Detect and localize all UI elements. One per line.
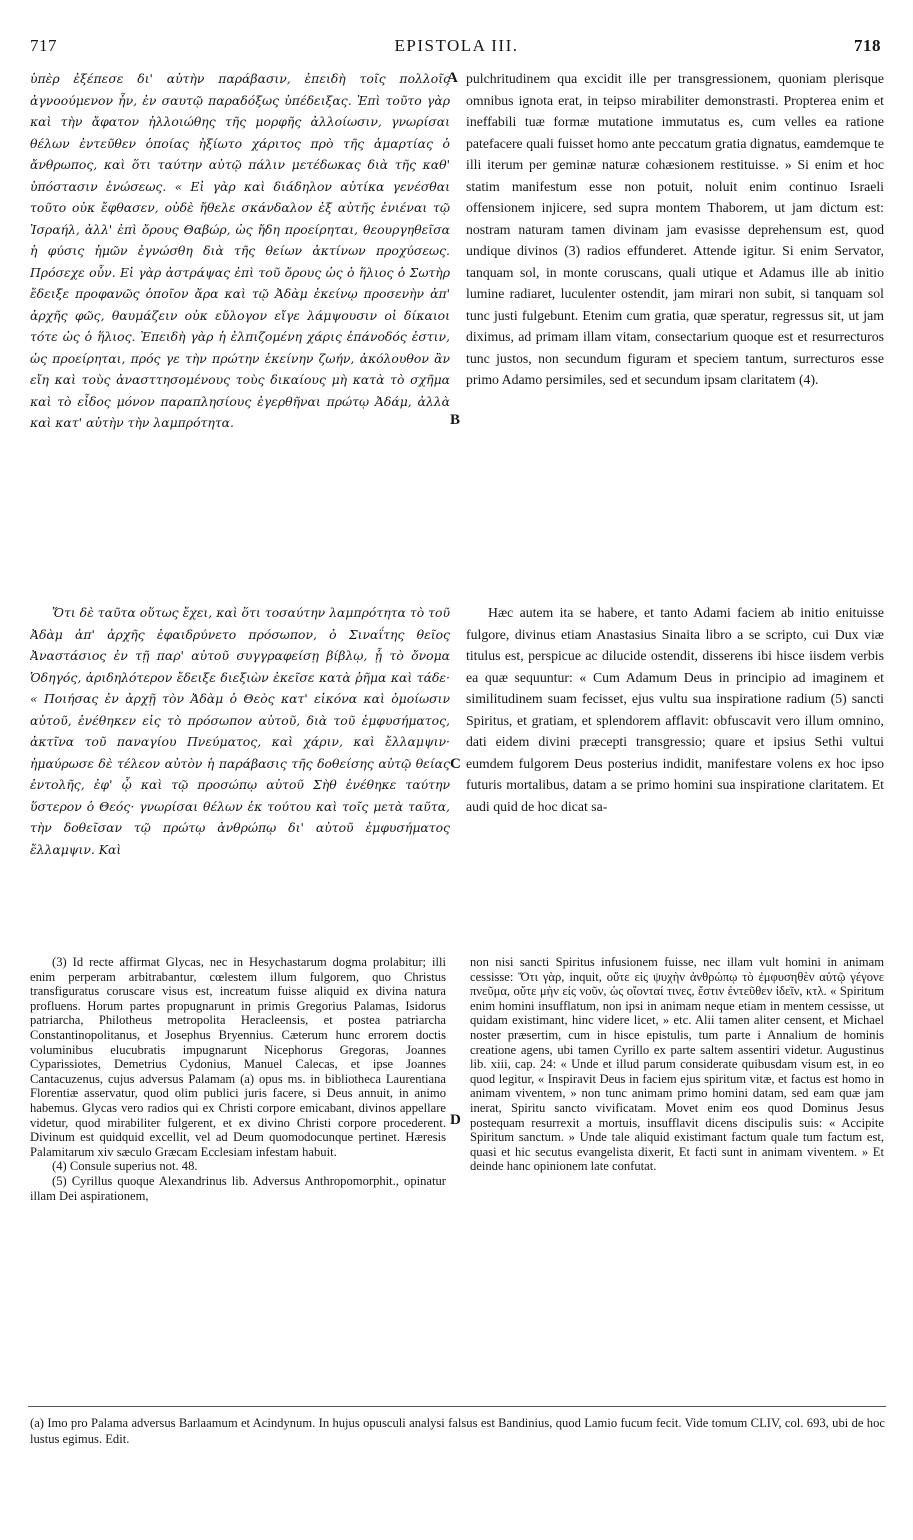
- greek-paragraph-1: ὑπὲρ ἐξέπεσε δι' αὐτὴν παράβασιν, ἐπειδὴ τοῖς πολλοῖς ἀγνοούμενον ἦν, ἐν σαυτῷ παραδόξως ὑπέδειξας. Ἐπὶ τοῦτο γὰρ καὶ τὴν ἄφατον ἠλλοιώθης τῆς μορφῆς ἀλλοίωσιν, γνωρίσαι θέλων ἐντεῦθεν ὁποίας ἠξίωτο χάριτος πρὸ τῆς ἁμαρτίας ὁ ἄνθρωπος, καὶ ὅτι ταύτην αὐτῷ πάλιν μετέδωκας διὰ τῆς καθ' ὑπόστασιν ἑνώσεως. « Εἰ γὰρ καὶ διάδηλον αὐτίκα γενέσθαι τοῦτο οὐκ ἔφθασεν, οὐδὲ ἤθελε σκάνδαλον ἐξ αὐτῆς ἐνιέναι τῷ Ἰσραήλ, ἀλλ' ἐπὶ ὄρους Θαβώρ, ὡς ἤδη προείρηται, θεουργηθεῖσα ἡ φύσις ἡμῶν ἐγνώσθη διὰ τῆς θείων ἀκτίνων προχύσεως. Πρόσεχε οὖν. Εἰ γὰρ ἀστράψας ἐπὶ τοῦ ὄρους ὡς ὁ ἥλιος ὁ Σωτὴρ ἔδειξε προφανῶς ὁποῖον ἄρα καὶ τῷ Ἀδὰμ ἐκείνῳ προσενὴν ἀπ' ἀρχῆς φῶς, θαυμάζειν οὐκ εὔλογον εἴγε λάμψουσιν οἱ δίκαιοι τότε ὡς ὁ ἥλιος. Ἐπειδὴ γὰρ ἡ ἐλπιζομένη χάρις ἐπάνοδός ἐστιν, ὡς προείρηται, πρός γε τὴν πρώτην ἐκείνην ζωήν, ἀκόλουθον ἂν εἴη καὶ τοὺς ἀνασττησομένους τοὺς δικαίους μὴ κατὰ τὸ σχῆμα καὶ τὸ εἶδος μόνον παραπλησίους ἐγερθῆναι πρώτῳ Ἀδάμ, ἀλλὰ καὶ κατ' αὐτὴν τὴν λαμπρότητα.: [30, 71, 450, 430]
- editor-note: (a) Imo pro Palama adversus Barlaamum et Acindynum. In hujus opusculi analysi falsus est Bandinius, quod Lamio fucum fecit. Vide tomum CLIV, col. 693, ubi de hoc lustus egimus. Edit.: [30, 1416, 885, 1446]
- footnotes-left: [30, 955, 446, 1395]
- footnote-4: (4) Consule superius not. 48.: [52, 1159, 198, 1174]
- latin-column-upper: [466, 68, 884, 598]
- section-marker-b: B: [450, 412, 461, 428]
- section-marker-c: C: [450, 756, 461, 772]
- latin-paragraph-1: pulchritudinem qua excidit ille per transgressionem, quoniam plerisque omnibus ignota erat, in teipso mirabiliter demonstrasti. Propterea enim et ineffabili tuæ formæ mutatione immutatus es, cum velles ea ratione patefacere quali fuisset homo ante peccatum gratia dignatus, eamdemque te illi iterum per geminæ naturæ cohæsionem restituisse. » Si enim et hoc statim manifestum esse non potuit, noluit enim continuo Israeli offensionem injicere, sed supra montem Thaborem, ut jam dictum est: nostram naturam tamen divinam jam evasisse deprehensum est, quod undique divinos (3) radios effunderet. Attende igitur. Si enim Servator, tanquam sol, in monte coruscans, quali utique et Adamus ille ab initio lumine radiaret, luculenter ostendit, jam mirari non subit, si tanquam sol tunc justi fulgebunt. Etenim cum gratia, quæ speratur, regressus sit, ut jam diximus, ad primam illam vitam, consectarium quoque est et resurrecturos tunc justos, non secundum figuram et speciem tantum, surrecturos esse primo Adamo persimiles, sed et secundum ipsam claritatem (4).: [466, 71, 884, 387]
- footnote-5-continued: non nisi sancti Spiritus infusionem fuisse, nec illam vult homini in animam cessisse: Ὅτι γὰρ, inquit, οὔτε εἰς ψυχὴν ἀνθρώπῳ τὸ ἐμφυσηθὲν αὐτῷ γέγονε πνεῦμα, οὔτε μὴν εἰς νοῦν, ὡς οἴονταί τινες, ἔστιν ἐντεῦθεν ἰδεῖν, κτλ. « Spiritum enim homini insufflatum, non ipsi in animam neque etiam in mentem cessisse, ut quidam existimant, hinc videre licet, » etc. Alii tamen aliter censent, et Michael noster præsertim, cum in hisce epistulis, tum parte i Annalium de hominis creatione agens, ubi tamen Cyrillo ex parte saltem assentiri videtur. Augustinus lib. xiii, cap. 24: « Unde et illud parum considerate quibusdam visum est, in eo quod legitur, « Inspiravit Deus in faciem ejus spiritum vitæ, et factus est homo in animam viventem, » non tunc animam primo homini datam, sed eam quæ jam inerat, Spiritu sancto vivificatam. Movet enim eos quod Dominus Jesus postequam resurrexit a mortuis, insufflavit dicens discipulis suis: « Accipite Spiritum sanctum. » Unde tale aliquid existimant factum quale tum factum est, quasi et hic secutus evangelista dixerit, Et facti sunt in animam viventem. » Et deinde hanc opinionem late confutat.: [470, 955, 884, 1174]
- greek-column-lower: [30, 602, 450, 942]
- latin-paragraph-2: Hæc autem ita se habere, et tanto Adami faciem ab initio enituisse fulgore, divinus etiam Anastasius Sinaita libro a se scripto, cui Dux viæ titulus est, perspicue ac dilucide ostendit, disserens ibi hisce iisdem verbis ea quæ sequuntur: « Cum Adamum Deus in principio ad imaginem et similitudinem suam fecisset, ejus vultu sua inspiratione radium (5) sancti Spiritus, et gratiam, et splendorem afflavit: obfuscavit vero illum omnino, dati eidem divini præcepti transgressio; quare et ipsius Sethi vultui eumdem fulgorem Deus posterius indidit, manifestare volens ex hoc ipso futuris mortalibus, datam a se primo homini sua inspiratione claritatem. Et audi quid de hoc dicat sa-: [466, 605, 884, 814]
- footnote-5: (5) Cyrillus quoque Alexandrinus lib. Adversus Anthropomorphit., opinatur illam Dei aspirationem,: [30, 1173, 446, 1203]
- greek-column-upper: [30, 68, 450, 564]
- footnote-rule: [28, 1406, 886, 1407]
- footnotes-right: [470, 955, 884, 1395]
- latin-column-lower: [466, 602, 884, 942]
- section-marker-a: A: [447, 70, 458, 86]
- section-marker-d: D: [450, 1112, 461, 1128]
- greek-paragraph-2: Ὅτι δὲ ταῦτα οὕτως ἔχει, καὶ ὅτι τοσαύτην λαμπρότητα τὸ τοῦ Ἀδὰμ ἀπ' ἀρχῆς ἐφαιδρύνετο πρόσωπον, ὁ Σιναΐτης θεῖος Ἀναστάσιος ἐν τῇ παρ' αὐτοῦ συγγραφείσῃ βίβλῳ, ᾗ τὸ ὄνομα Ὁδηγός, ἀριδηλότερον ἔδειξε διεξιὼν ἐκεῖσε κατὰ ῥῆμα καὶ τάδε· « Ποιήσας ἐν ἀρχῇ τὸν Ἀδὰμ ὁ Θεὸς κατ' εἰκόνα καὶ ὁμοίωσιν αὐτοῦ, ἐνέθηκεν εἰς τὸ πρόσωπον αὐτοῦ, διὰ τοῦ ἐμφυσήματος, ἀκτῖνα τοῦ παναγίου Πνεύματος, καὶ χάριν, καὶ ἔλλαμψιν· ἠμαύρωσε δὲ τέλεον αὐτὸν ἡ παράβασις τῆς δοθείσης αὐτῷ θείας ἐντολῆς, ἐφ' ᾧ καὶ τῷ προσώπῳ αὐτοῦ Σὴθ ἐνέθηκε ταύτην ὕστερον ὁ Θεός· γνωρίσαι θέλων ἐκ τούτου καὶ τοῖς μετὰ ταῦτα, τὴν δοθεῖσαν τῷ πρώτῳ ἀνθρώπῳ δι' αὐτοῦ ἐμφυσήματος ἔλλαμψιν. Καὶ: [30, 605, 450, 857]
- footnote-3: (3) Id recte affirmat Glycas, nec in Hesychastarum dogma prolabitur; illi enim perperam arbitrabantur, cœlestem illum fulgorem, quo Christus transfiguratus coruscare visus est, increatum fuisse aliquid ex divina natura profluens. Horum partes propugnarunt in primis Gregorius Palamas, Isidorus patriarcha, Philotheus metropolita Heracleensis, et postea patriarcha Constantinopolitanus, et Josephus Bryennius. Cæterum hunc errorem doctis voluminibus elucubratis impugnarunt Nicephorus Gregoras, Joannes Cyparissiotes, Demetrius Cydonius, Manuel Calecas, et ipse Joannes Cantacuzenus, cujus adversus Palamam (a) opus ms. in bibliotheca Laurentiana Florentiæ asservatur, quod olim publici juris facere, si Deus annuit, in animo habemus. Glycas vero radios qui ex Christi corpore emicabant, divinos appellare videtur, quod mirabiliter fulgerent, et ex divino Christi corpore procederent. Divinum est quidquid excellit, vel ad Deum quomodocunque pertinet. Hæresis Palamitarum xiv sæculo Græcam Ecclesiam infestam habuit.: [30, 955, 446, 1159]
- page-number-right: 718: [854, 36, 881, 55]
- page-number-left: 717: [30, 36, 57, 55]
- running-title: EPISTOLA III.: [394, 36, 519, 55]
